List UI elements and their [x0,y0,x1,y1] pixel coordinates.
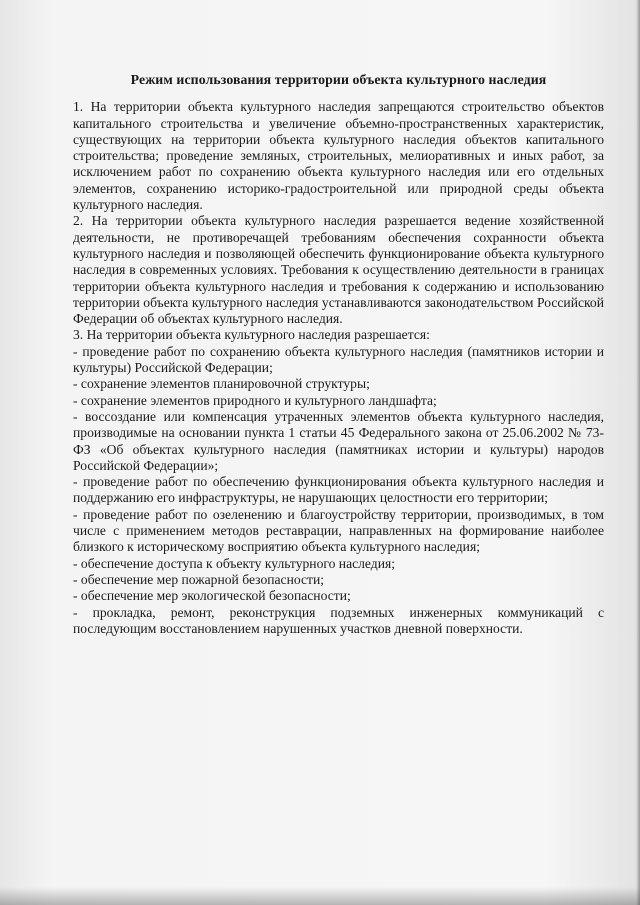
list-item: - сохранение элементов природного и культурного ландшафта; [73,392,437,408]
list-item: - воссоздание или компенсация утраченных элементов объекта культурного наследия, производимые на основании пункта 1 статьи 45 Федерального закона от 25.06.2002 № 73-ФЗ «Об объектах культурного наследия (памятниках истории и культуры) народов Российской Федерации»; [73,408,604,473]
list-item: - обеспечение мер пожарной безопасности; [73,571,325,587]
page-edge-shadow [636,0,640,905]
page-bottom-shadow [0,887,640,905]
paragraph-2: 2. На территории объекта культурного наследия разрешается ведение хозяйственной деятельности, не противоречащей требованиям обеспечения сохранности объекта культурного наследия и позволяющей обеспечить функционирование объекта культурного наследия в современных условиях. Требования к осуществлению деятельности в границах территории объекта культурного наследия и требования к содержанию и использованию территории объекта культурного наследия устанавливаются законодательством Российской Федерации об объектах культурного наследия. [73,213,604,327]
paragraph-1: 1. На территории объекта культурного наследия запрещаются строительство объектов капитального строительства и увеличение объемно-пространственных характеристик, существующих на территории объекта культурного наследия объектов капитального строительства; проведение земляных, строительных, мелиоративных и иных работ, за исключением работ по сохранению объекта культурного наследия или его отдельных элементов, сохранению историко-градостроительной или природной среды объекта культурного наследия. [73,99,604,213]
paragraph-3: 3. На территории объекта культурного наследия разрешается: [73,327,430,343]
list-item: - проведение работ по обеспечению функционирования объекта культурного наследия и поддержанию его инфраструктуры, не нарушающих целостности его территории; [73,474,604,506]
list-item: - проведение работ по сохранению объекта культурного наследия (памятников истории и культуры) Российской Федерации; [73,343,604,376]
document-title: Режим использования территории объекта культурного наследия [130,72,547,87]
document-body [73,72,604,637]
list-item: - проведение работ по озеленению и благоустройству территории, производимых, в том числе с применением методов реставрации, направленных на формирование наиболее близкого к историческому восприятию объекта культурного наследия; [73,506,604,555]
list-item: - обеспечение доступа к объекту культурного наследия; [73,555,395,571]
list-item: - обеспечение мер экологической безопасности; [73,588,351,604]
list-item: - прокладка, ремонт, реконструкция подземных инженерных коммуникаций с последующим восстановлением нарушенных участков дневной поверхности. [73,604,604,636]
list-item: - сохранение элементов планировочной структуры; [73,376,370,392]
